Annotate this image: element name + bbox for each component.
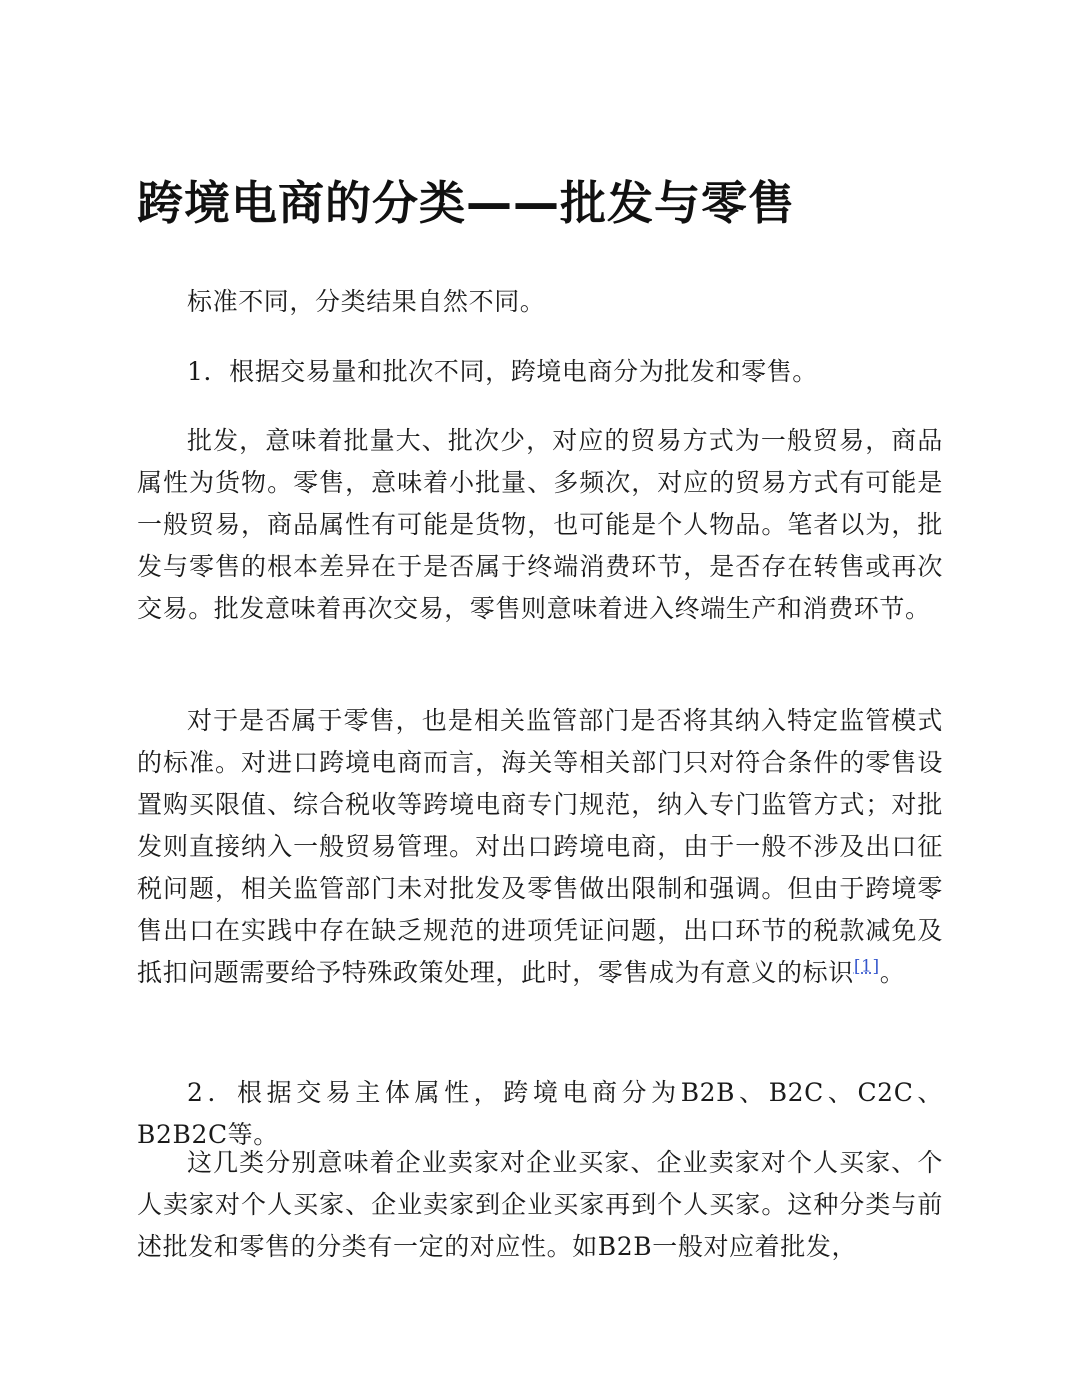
footnote-link[interactable]: [1]	[853, 956, 880, 977]
document-title: 跨境电商的分类——批发与零售	[137, 176, 795, 230]
paragraph-regulation	[137, 700, 943, 994]
paragraph-wholesale-retail: 批发，意味着批量大、批次少，对应的贸易方式为一般贸易，商品属性为货物。零售，意味着小批量、多频次，对应的贸易方式有可能是一般贸易，商品属性有可能是货物，也可能是个人物品。笔者以为，批发与零售的根本差异在于是否属于终端消费环节，是否存在转售或再次交易。批发意味着再次交易，零售则意味着进入终端生产和消费环节。	[137, 426, 943, 623]
paragraph-heading-1: 1．根据交易量和批次不同，跨境电商分为批发和零售。	[187, 357, 818, 386]
paragraph-regulation-end: 。	[879, 958, 906, 987]
paragraph-heading-2: 2．根据交易主体属性，跨境电商分为B2B、B2C、C2C、B2B2C等。	[137, 1078, 943, 1149]
paragraph-regulation-text: 对于是否属于零售，也是相关监管部门是否将其纳入特定监管模式的标准。对进口跨境电商而言，海关等相关部门只对符合条件的零售设置购买限值、综合税收等跨境电商专门规范，纳入专门监管方式；对批发则直接纳入一般贸易管理。对出口跨境电商，由于一般不涉及出口征税问题，相关监管部门未对批发及零售做出限制和强调。但由于跨境零售出口在实践中存在缺乏规范的进项凭证问题，出口环节的税款减免及抵扣问题需要给予特殊政策处理，此时，零售成为有意义的标识	[137, 706, 943, 987]
paragraph-intro: 标准不同，分类结果自然不同。	[187, 287, 546, 316]
paragraph-trade-subjects: 这几类分别意味着企业卖家对企业买家、企业卖家对个人买家、个人卖家对个人买家、企业卖家到企业买家再到个人买家。这种分类与前述批发和零售的分类有一定的对应性。如B2B一般对应着批发，	[137, 1148, 943, 1261]
